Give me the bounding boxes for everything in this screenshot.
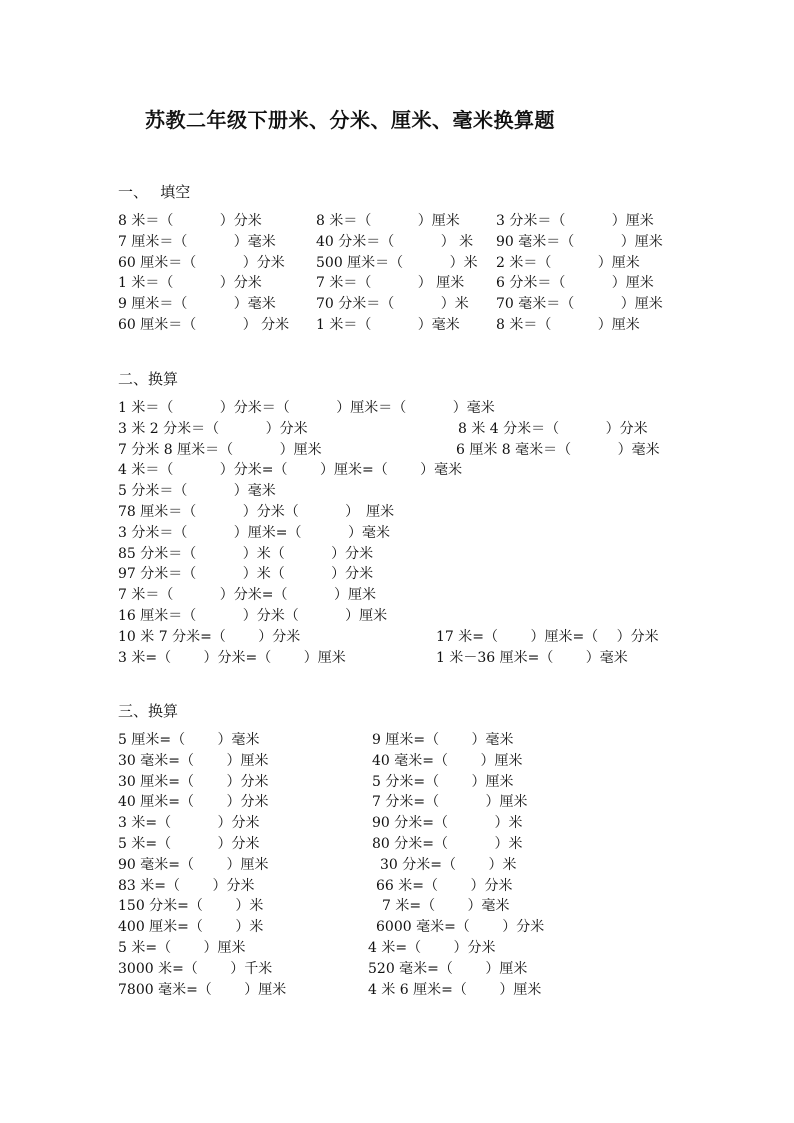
exercise-item: 5 米=（ ）分米 (118, 836, 260, 852)
section3-heading: 三、换算 (118, 702, 179, 720)
exercise-item: 3 分米＝（ ）厘米=（ ）毫米 (118, 525, 390, 541)
exercise-item: 8 米 4 分米＝（ ）分米 (458, 421, 648, 437)
section1-heading: 一、 填空 (118, 183, 191, 201)
exercise-item: 97 分米＝（ ）米（ ）分米 (118, 566, 374, 582)
exercise-item: 1 米＝（ ）分米＝（ ）厘米＝（ ）毫米 (118, 400, 495, 416)
exercise-item: 83 米=（ ）分米 (118, 878, 255, 894)
section2-heading: 二、换算 (118, 370, 179, 388)
exercise-item: 1 米－36 厘米=（ ）毫米 (436, 650, 628, 666)
exercise-item: 66 米=（ ）分米 (376, 878, 513, 894)
exercise-item: 80 分米=（ ）米 (372, 836, 523, 852)
exercise-item: 30 厘米=（ ）分米 (118, 774, 269, 790)
exercise-item: 40 毫米=（ ）厘米 (372, 753, 523, 769)
exercise-item: 40 分米＝（ ） 米 (316, 234, 474, 250)
exercise-item: 4 米＝（ ）分米=（ ）厘米=（ ）毫米 (118, 462, 463, 478)
exercise-item: 30 分米=（ ）米 (380, 857, 517, 873)
exercise-item: 70 毫米＝（ ）厘米 (496, 296, 663, 312)
exercise-item: 16 厘米＝（ ）分米（ ）厘米 (118, 608, 388, 624)
exercise-item: 5 米=（ ）厘米 (118, 940, 246, 956)
exercise-item: 5 分米=（ ）厘米 (372, 774, 514, 790)
exercise-item: 1 米＝（ ）分米 (118, 275, 262, 291)
exercise-item: 7800 毫米=（ ）厘米 (118, 982, 287, 998)
exercise-item: 150 分米=（ ）米 (118, 898, 264, 914)
exercise-item: 70 分米＝（ ）米 (316, 296, 469, 312)
exercise-item: 8 米＝（ ）厘米 (316, 213, 460, 229)
exercise-item: 9 厘米＝（ ）毫米 (118, 296, 276, 312)
exercise-item: 3 分米＝（ ）厘米 (496, 213, 654, 229)
exercise-item: 17 米=（ ）厘米=（ ）分米 (436, 629, 659, 645)
exercise-item: 9 厘米=（ ）毫米 (372, 732, 514, 748)
page-title: 苏教二年级下册米、分米、厘米、毫米换算题 (145, 108, 555, 132)
exercise-item: 7 分米 8 厘米＝（ ）厘米 (118, 442, 322, 458)
exercise-item: 30 毫米=（ ）厘米 (118, 753, 269, 769)
exercise-item: 3000 米=（ ）千米 (118, 961, 273, 977)
exercise-item: 5 分米＝（ ）毫米 (118, 483, 276, 499)
exercise-item: 8 米＝（ ）厘米 (496, 317, 640, 333)
exercise-item: 85 分米＝（ ）米（ ）分米 (118, 546, 374, 562)
exercise-item: 7 分米=（ ）厘米 (372, 794, 528, 810)
exercise-item: 5 厘米=（ ）毫米 (118, 732, 260, 748)
exercise-item: 520 毫米=（ ）厘米 (368, 961, 528, 977)
exercise-item: 2 米＝（ ）厘米 (496, 255, 640, 271)
exercise-item: 60 厘米＝（ ）分米 (118, 255, 285, 271)
exercise-item: 90 毫米＝（ ）厘米 (496, 234, 663, 250)
exercise-item: 3 米=（ ）分米=（ ）厘米 (118, 650, 346, 666)
exercise-item: 40 厘米=（ ）分米 (118, 794, 269, 810)
exercise-item: 90 毫米=（ ）厘米 (118, 857, 269, 873)
exercise-item: 7 米＝（ ） 厘米 (316, 275, 465, 291)
exercise-item: 7 米＝（ ）分米=（ ）厘米 (118, 587, 376, 603)
exercise-item: 90 分米=（ ）米 (372, 815, 523, 831)
exercise-item: 500 厘米＝（ ）米 (316, 255, 478, 271)
exercise-item: 4 米=（ ）分米 (368, 940, 496, 956)
exercise-item: 6 厘米 8 毫米＝（ ）毫米 (456, 442, 660, 458)
exercise-item: 6000 毫米=（ ）分米 (376, 919, 545, 935)
exercise-item: 7 厘米＝（ ）毫米 (118, 234, 276, 250)
exercise-item: 6 分米＝（ ）厘米 (496, 275, 654, 291)
exercise-item: 3 米=（ ）分米 (118, 815, 260, 831)
exercise-item: 4 米 6 厘米=（ ）厘米 (368, 982, 542, 998)
exercise-item: 1 米＝（ ）毫米 (316, 317, 460, 333)
exercise-item: 8 米＝（ ）分米 (118, 213, 262, 229)
exercise-item: 10 米 7 分米=（ ）分米 (118, 629, 301, 645)
exercise-item: 7 米=（ ）毫米 (382, 898, 510, 914)
exercise-item: 3 米 2 分米＝（ ）分米 (118, 421, 308, 437)
exercise-item: 78 厘米＝（ ）分米（ ） 厘米 (118, 504, 395, 520)
exercise-item: 400 厘米=（ ）米 (118, 919, 264, 935)
exercise-item: 60 厘米＝（ ） 分米 (118, 317, 290, 333)
